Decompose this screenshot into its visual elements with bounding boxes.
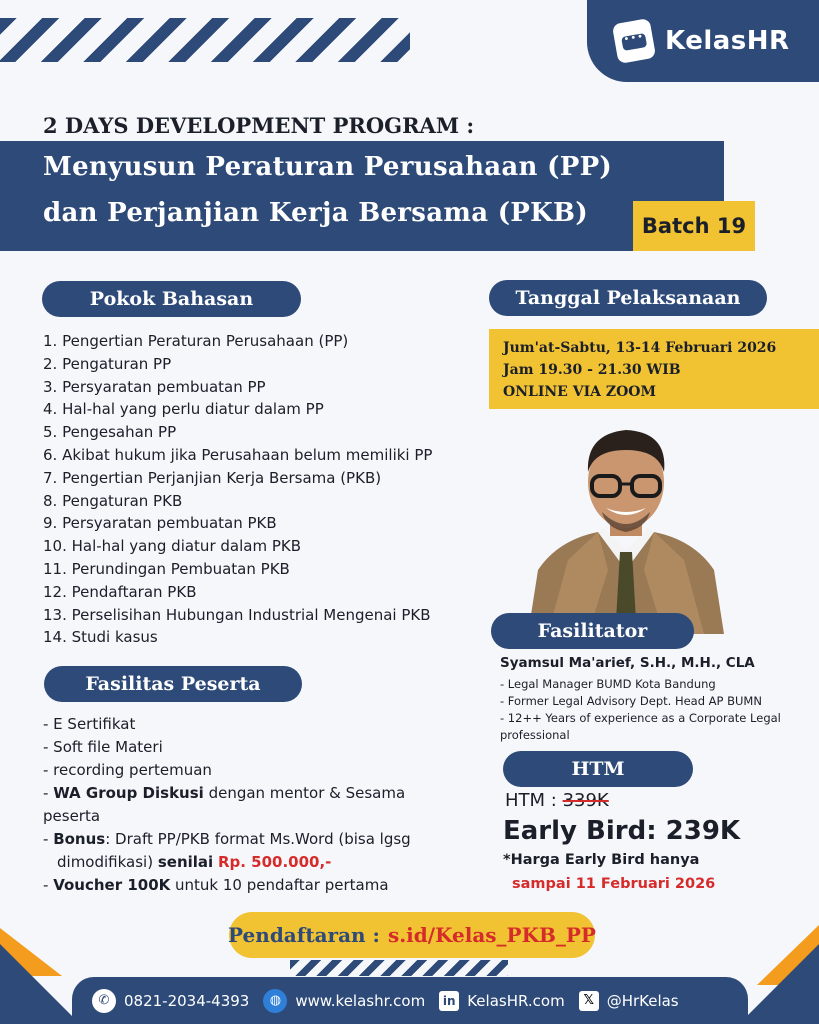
old-price (505, 790, 609, 811)
item-bold: senilai (157, 853, 214, 871)
program-label: 2 DAYS DEVELOPMENT PROGRAM : (43, 113, 475, 138)
list-item: 13. Perselisihan Hubungan Industrial Mengenai PKB (43, 605, 431, 624)
schedule-mode: ONLINE VIA ZOOM (503, 384, 656, 400)
price-heading: HTM (503, 751, 693, 787)
list-item: - Soft file Materi (43, 738, 163, 756)
list-item: 12. Pendaftaran PKB (43, 582, 197, 601)
facilitator-heading: Fasilitator (491, 613, 694, 649)
list-item: - Former Legal Advisory Dept. Head AP BUMN (500, 694, 762, 708)
list-item: 6. Akibat hukum jika Perusahaan belum memiliki PP (43, 445, 433, 464)
old-price-label: HTM : (505, 790, 563, 811)
item-prefix: - (43, 784, 54, 802)
footer-linkedin[interactable] (439, 991, 564, 1011)
footer-phone[interactable] (92, 989, 249, 1013)
globe-icon: ◍ (263, 989, 287, 1013)
early-bird-deadline: sampai 11 Februari 2026 (512, 876, 716, 892)
list-item: 5. Pengesahan PP (43, 423, 177, 442)
list-item (43, 828, 453, 874)
list-item: 10. Hal-hal yang diatur dalam PKB (43, 537, 302, 556)
old-price-value: 339K (562, 790, 609, 811)
list-item: 7. Pengertian Perjanjian Kerja Bersama (PKB) (43, 468, 382, 487)
footer-contact-bar (72, 977, 748, 1024)
list-item (43, 874, 453, 897)
footer-twitter[interactable] (579, 991, 679, 1011)
registration-label: Pendaftaran : (228, 923, 380, 947)
twitter-text: @HrKelas (606, 991, 679, 1010)
list-item: 8. Pengaturan PKB (43, 491, 183, 510)
bonus-price: Rp. 500.000,- (217, 853, 332, 871)
website-text: www.kelashr.com (295, 991, 426, 1010)
list-item: - recording pertemuan (43, 761, 212, 779)
decorative-stripes-bottom (290, 960, 508, 976)
list-item: - Legal Manager BUMD Kota Bandung (500, 677, 716, 691)
schedule-box (489, 329, 819, 409)
topics-list (43, 330, 432, 649)
item-text: dengan mentor & Sesama peserta (43, 784, 406, 825)
item-text: : Draft PP/PKB format Ms.Word (bisa lgsg dimodifikasi) (57, 830, 411, 871)
facilitator-photo (528, 420, 724, 634)
title-line-2: dan Perjanjian Kerja Bersama (PKB) (43, 198, 588, 228)
list-item: 14. Studi kasus (43, 628, 158, 647)
brand-logo[interactable] (587, 0, 819, 82)
list-item: 4. Hal-hal yang perlu diatur dalam PP (43, 400, 324, 419)
footer-website[interactable] (263, 989, 425, 1013)
topics-heading: Pokok Bahasan (42, 281, 301, 317)
whatsapp-icon: ✆ (92, 989, 116, 1013)
item-prefix: - (43, 876, 54, 894)
brand-name: KelasHR (665, 26, 790, 56)
list-item: 3. Persyaratan pembuatan PP (43, 377, 266, 396)
list-item: - 12++ Years of experience as a Corporate Legal professional (500, 711, 781, 742)
facilitator-name: Syamsul Ma'arief, S.H., M.H., CLA (500, 655, 755, 671)
item-bold: WA Group Diskusi (53, 784, 204, 802)
list-item: 11. Perundingan Pembuatan PKB (43, 559, 290, 578)
facilities-heading: Fasilitas Peserta (44, 666, 302, 702)
list-item: 2. Pengaturan PP (43, 354, 172, 373)
item-bold: Bonus (53, 830, 106, 848)
item-prefix: - (43, 830, 54, 848)
decorative-stripes-top (0, 18, 410, 62)
x-twitter-icon: 𝕏 (579, 991, 599, 1011)
list-item: 1. Pengertian Peraturan Perusahaan (PP) (43, 332, 349, 350)
item-bold: Voucher 100K (53, 876, 171, 894)
registration-button[interactable] (229, 912, 595, 958)
phone-text: 0821-2034-4393 (124, 991, 250, 1010)
schedule-date: Jum'at-Sabtu, 13-14 Februari 2026 (503, 340, 777, 356)
linkedin-text: KelasHR.com (467, 991, 565, 1010)
early-bird-note: *Harga Early Bird hanya (503, 852, 700, 868)
decorative-triangle-left-navy (0, 944, 80, 1024)
early-bird-price: Early Bird: 239K (503, 816, 741, 846)
decorative-triangle-right-navy (739, 944, 819, 1024)
schedule-time: Jam 19.30 - 21.30 WIB (503, 362, 681, 378)
linkedin-icon: in (439, 991, 459, 1011)
list-item: 9. Persyaratan pembuatan PKB (43, 514, 277, 533)
list-item (43, 782, 453, 828)
facilitator-bullets (500, 676, 800, 744)
item-text: untuk 10 pendaftar pertama (170, 876, 389, 894)
facilities-list (43, 713, 453, 897)
chat-bubble-icon (612, 18, 656, 64)
list-item: - E Sertifikat (43, 715, 136, 733)
title-line-1: Menyusun Peraturan Perusahaan (PP) (43, 152, 613, 182)
batch-badge: Batch 19 (633, 201, 755, 251)
registration-link[interactable]: s.id/Kelas_PKB_PP (387, 923, 596, 947)
schedule-heading: Tanggal Pelaksanaan (489, 280, 767, 316)
